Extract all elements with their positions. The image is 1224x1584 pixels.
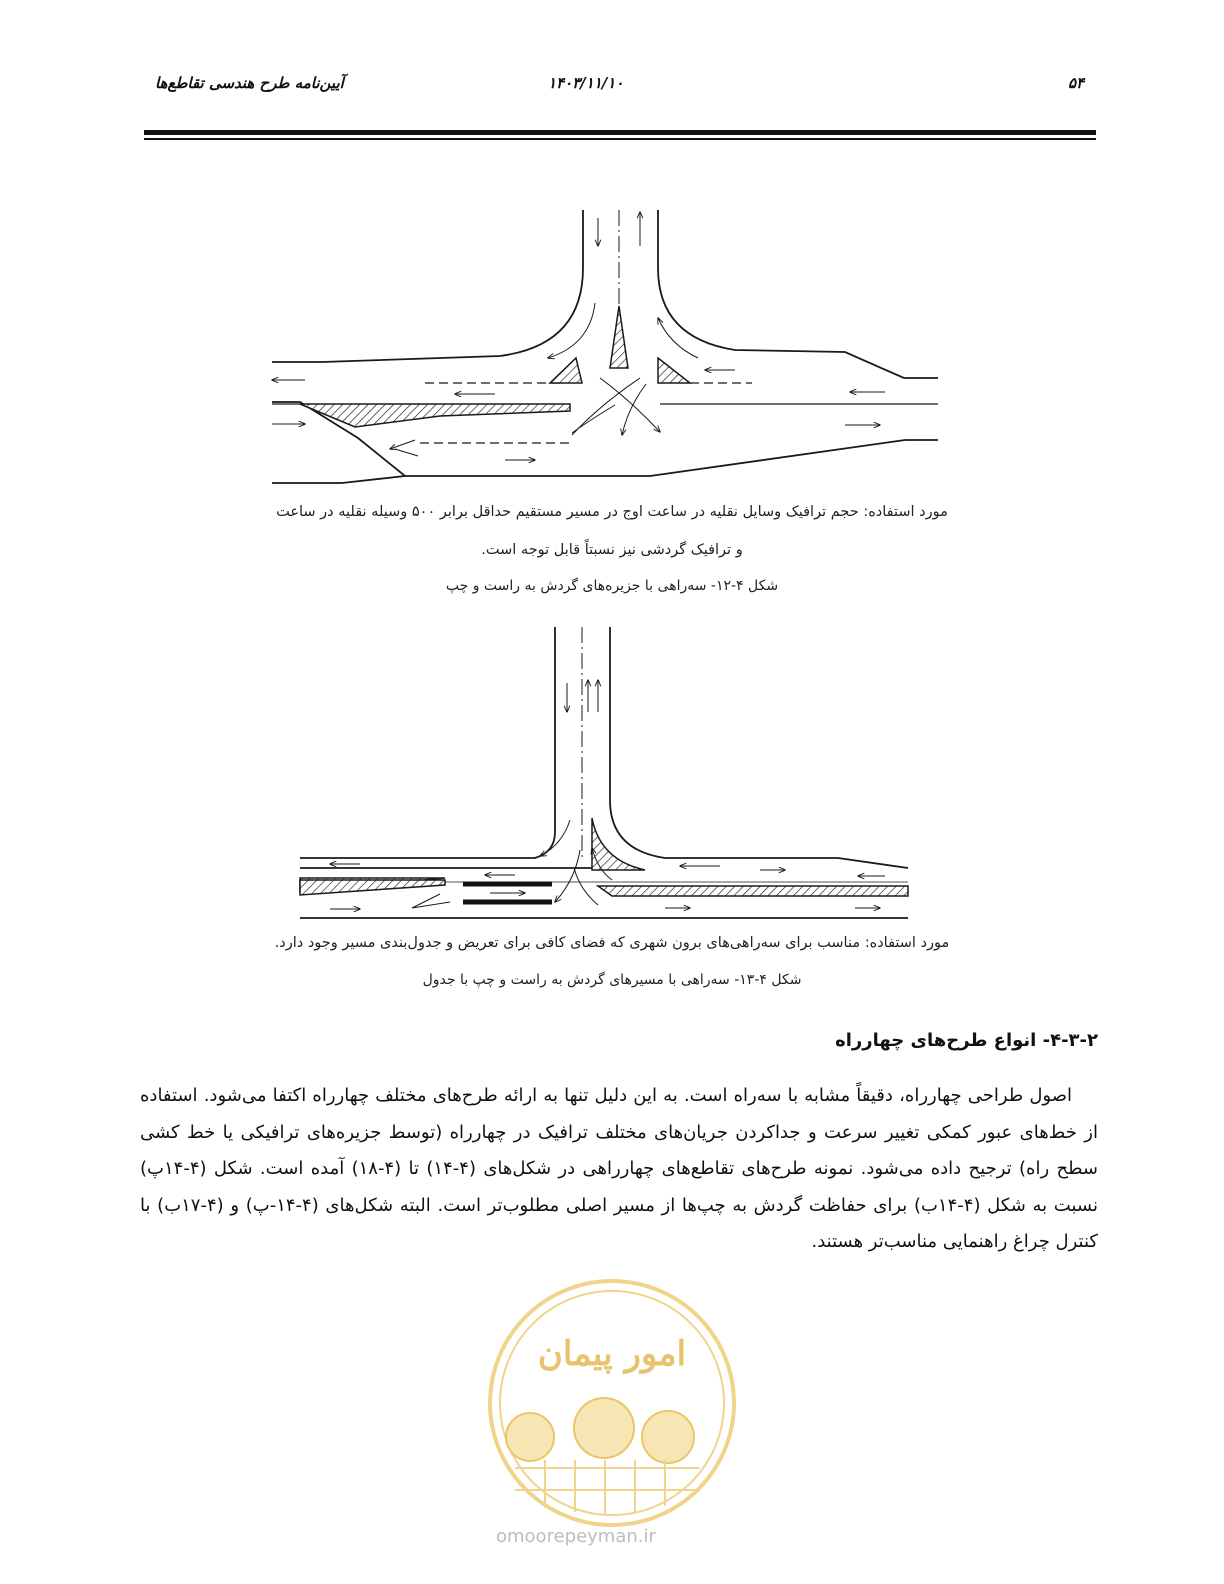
fig13-usage: مورد استفاده: مناسب برای سه‌راهی‌های برون شهری که فضای کافی برای تعریض و جدول‌بندی مسیر وجود دارد.: [274, 935, 950, 951]
fig12-splitter-island: [610, 306, 628, 368]
fig13-median-island: [598, 886, 908, 896]
seal-text: امور پیمان: [537, 1334, 687, 1374]
figure-12-diagram: [272, 210, 938, 483]
figure-13-diagram: [300, 627, 908, 918]
fig12-caption: شکل ۴-۱۲- سه‌راهی با جزیره‌های گردش به راست و چپ: [445, 578, 779, 594]
fig12-usage-line2: و ترافیک گردشی نیز نسبتاً قابل توجه است.: [481, 542, 743, 558]
fig13-corner-island: [592, 818, 645, 870]
fig12-left-curb: [322, 210, 583, 362]
section-title: ۴-۳-۲- انواع طرح‌های چهارراه: [835, 1030, 1098, 1051]
fig13-caption: شکل ۴-۱۳- سه‌راهی با مسیرهای گردش به راست و چپ با جدول: [422, 972, 802, 988]
fig12-usage-line1: مورد استفاده: حجم ترافیک وسایل نقلیه در ساعت اوج در مسیر مستقیم حداقل برابر ۵۰۰ وسیله نقلیه در ساعت: [276, 504, 948, 520]
header-date: ۱۴۰۳/۱۱/۱۰: [548, 74, 624, 92]
section-paragraph: اصول طراحی چهارراه، دقیقاً مشابه با سه‌راه است. به این دلیل تنها به ارائه طرح‌های مختلف چهارراه اکتفا می‌شود. استفاده از خط‌های عبور کمکی تغییر سرعت و جداکردن جریان‌های مختلف ترافیک در چهارراه (توسط جزیره‌های ترافیکی یا خط کشی سطح راه) ترجیح داده می‌شود. نمونه طرح‌های تقاطع‌های چهارراهی در شکل‌های (۴-۱۴) تا (۴-۱۸) آمده است. شکل (۴-۱۴پ) نسبت به شکل (۴-۱۴ب) برای حفاظت گردش به چپ‌ها از مسیر اصلی مطلوب‌تر است. البته شکل‌های (۴-۱۴-پ) و (۴-۱۷ب) با کنترل چراغ راهنمایی مناسب‌تر هستند.: [140, 1085, 1098, 1252]
watermark-url: omoorepeyman.ir: [496, 1526, 656, 1547]
header-title: آیین‌نامه طرح هندسی تقاطع‌ها: [155, 74, 344, 92]
page-number: ۵۴: [1068, 74, 1085, 92]
fig12-left-island: [550, 358, 582, 383]
fig12-right-island: [658, 358, 690, 383]
fig12-median-island: [300, 404, 570, 427]
section-body: [140, 1078, 1098, 1261]
